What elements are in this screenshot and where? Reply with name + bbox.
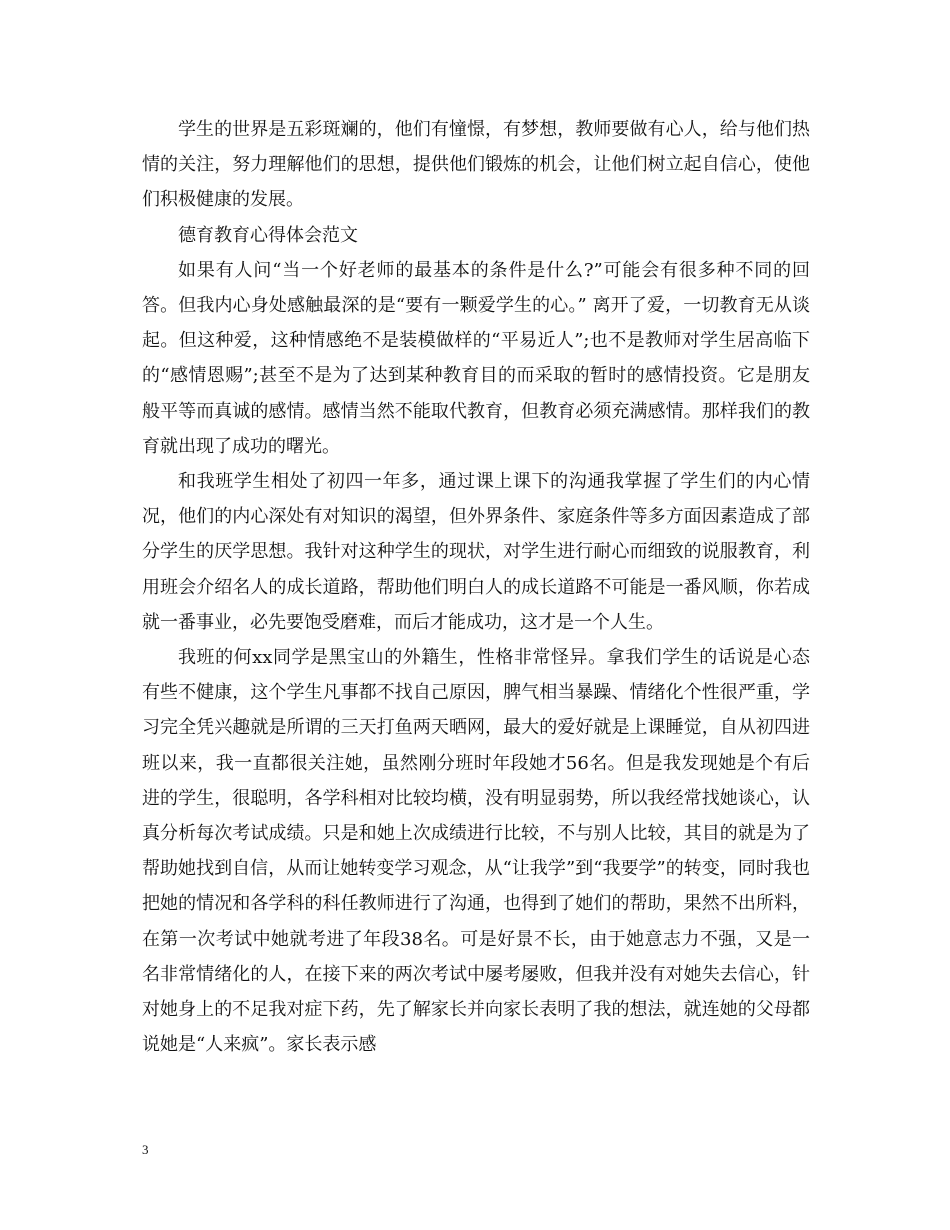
paragraph-3: 和我班学生相处了初四一年多，通过课上课下的沟通我掌握了学生们的内心情况，他们的内心深处有对知识的渴望，但外界条件、家庭条件等多方面因素造成了部分学生的厌学思想。我针对这种学生的现状，对学生进行耐心而细致的说服教育，利用班会介绍名人的成长道路，帮助他们明白人的成长道路不可能是一番风顺，你若成就一番事业，必先要饱受磨难，而后才能成功，这才是一个人生。 bbox=[142, 471, 810, 633]
paragraph-1: 学生的世界是五彩斑斓的，他们有憧憬，有梦想，教师要做有心人，给与他们热情的关注，努力理解他们的思想，提供他们锻炼的机会，让他们树立起自信心，使他们积极健康的发展。 bbox=[142, 119, 810, 211]
page-number: 3 bbox=[142, 1142, 149, 1157]
paragraph-2: 如果有人问“当一个好老师的最基本的条件是什么?”可能会有很多种不同的回答。但我内心身处感触最深的是“要有一颗爱学生的心。” 离开了爱，一切教育无从谈起。但这种爱，这种情感绝不是装模做样的“平易近人”;也不是教师对学生居高临下的“感情恩赐”;甚至不是为了达到某种教育目的而采取的暂时的感情投资。它是朋友般平等而真诚的感情。感情当然不能取代教育，但教育必须充满感情。那样我们的教育就出现了成功的曙光。 bbox=[142, 259, 810, 457]
document-body bbox=[142, 112, 810, 1062]
section-heading: 德育教育心得体会范文 bbox=[178, 224, 358, 246]
paragraph-4: 我班的何xx同学是黑宝山的外籍生，性格非常怪异。拿我们学生的话说是心态有些不健康，这个学生凡事都不找自己原因，脾气相当暴躁、情绪化个性很严重，学习完全凭兴趣就是所谓的三天打鱼两天晒网，最大的爱好就是上课睡觉，自从初四进班以来，我一直都很关注她，虽然刚分班时年段她才56名。但是我发现她是个有后进的学生，很聪明，各学科相对比较均横，没有明显弱势，所以我经常找她谈心，认真分析每次考试成绩。只是和她上次成绩进行比较，不与别人比较，其目的就是为了帮助她找到自信，从而让她转变学习观念，从“让我学”到“我要学”的转变，同时我也把她的情况和各学科的科任教师进行了沟通，也得到了她们的帮助，果然不出所料，在第一次考试中她就考进了年段38名。可是好景不长，由于她意志力不强，又是一名非常情绪化的人，在接下来的两次考试中屡考屡败，但我并没有对她失去信心，针对她身上的不足我对症下药，先了解家长并向家长表明了我的想法，就连她的父母都说她是“人来疯”。家长表示感 bbox=[142, 647, 810, 1056]
